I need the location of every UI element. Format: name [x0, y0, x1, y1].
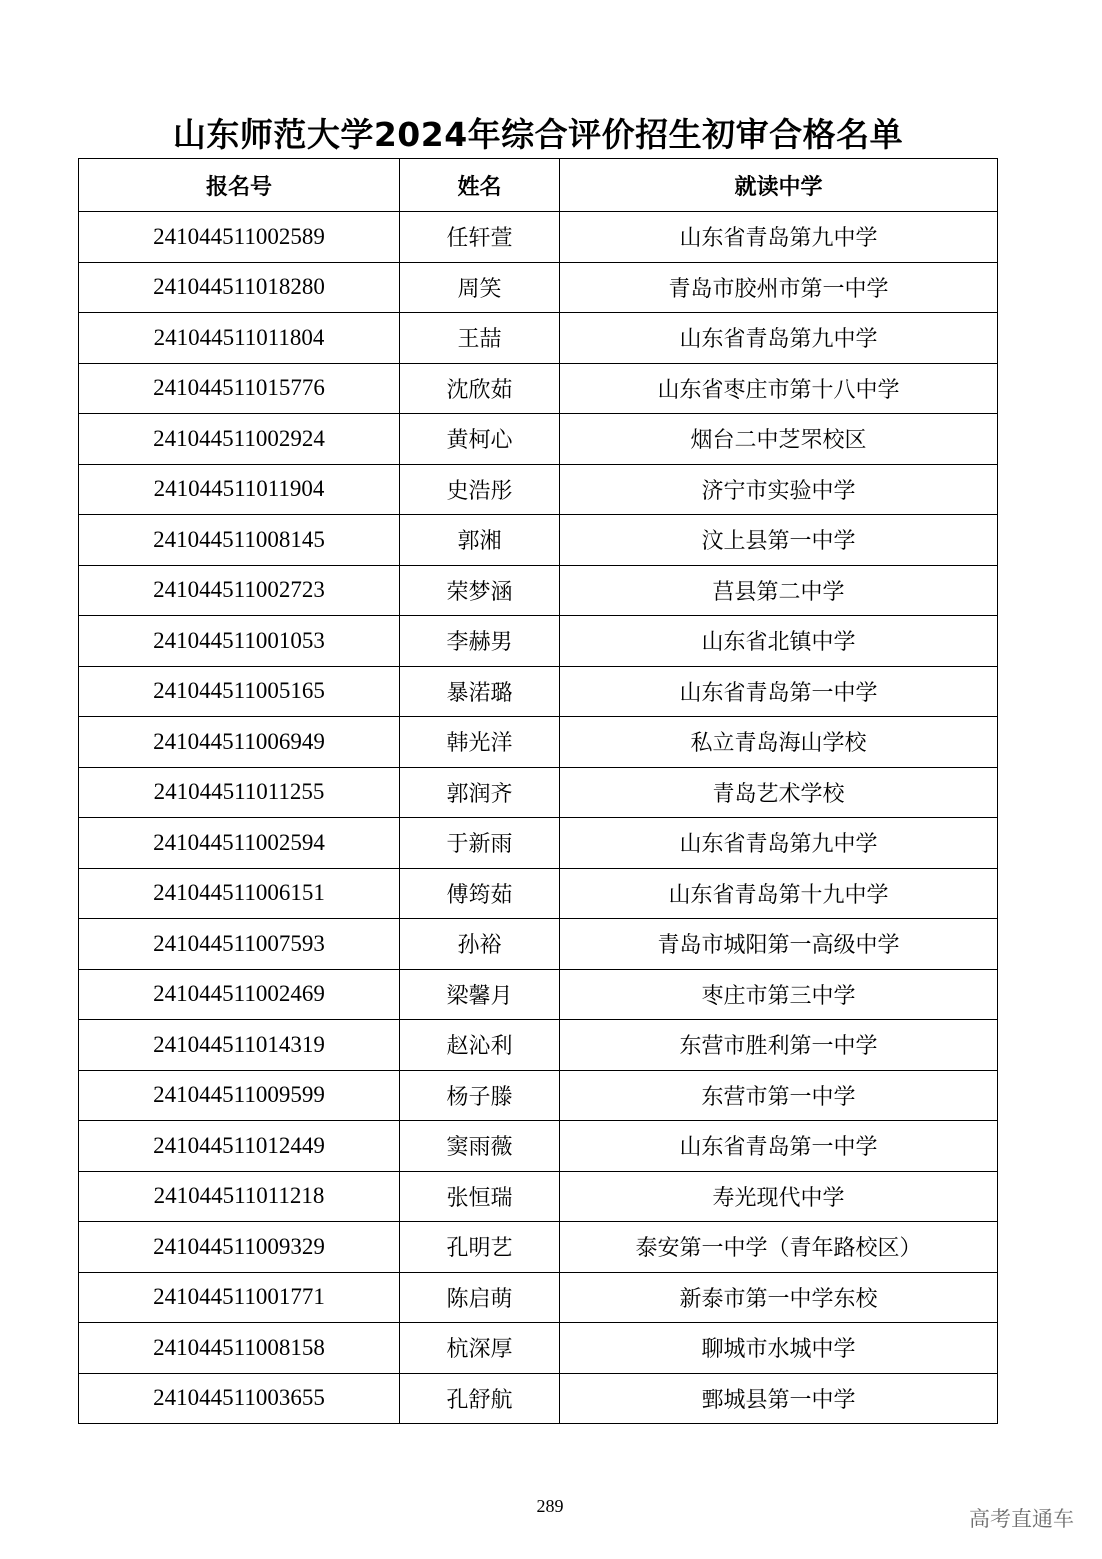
student-name-cell: 孔明艺: [400, 1222, 560, 1273]
table-row: [79, 818, 998, 869]
student-name-cell: 周笑: [400, 262, 560, 313]
school-cell: 东营市第一中学: [560, 1070, 998, 1121]
registration-number-cell: 241044511001053: [79, 616, 400, 667]
school-cell: 枣庄市第三中学: [560, 969, 998, 1020]
student-name-cell: 郭湘: [400, 515, 560, 566]
page-number: 289: [536, 1496, 564, 1516]
watermark: 高考直通车: [969, 1507, 1074, 1531]
school-cell: 山东省青岛第九中学: [560, 313, 998, 364]
school-cell: 青岛艺术学校: [560, 767, 998, 818]
registration-number-cell: 241044511009599: [79, 1070, 400, 1121]
registration-number-cell: 241044511002594: [79, 818, 400, 869]
table-row: [79, 767, 998, 818]
registration-number-cell: 241044511011804: [79, 313, 400, 364]
student-name-cell: 窦雨薇: [400, 1121, 560, 1172]
school-cell: 聊城市水城中学: [560, 1323, 998, 1374]
table-row: [79, 868, 998, 919]
student-name-cell: 郭润齐: [400, 767, 560, 818]
student-name-cell: 孔舒航: [400, 1373, 560, 1424]
school-cell: 莒县第二中学: [560, 565, 998, 616]
registration-number-cell: 241044511002924: [79, 414, 400, 465]
registration-number-cell: 241044511009329: [79, 1222, 400, 1273]
school-cell: 山东省青岛第九中学: [560, 212, 998, 263]
student-name-cell: 杭深厚: [400, 1323, 560, 1374]
student-name-cell: 傅筠茹: [400, 868, 560, 919]
table-row: [79, 1323, 998, 1374]
student-name-cell: 赵沁利: [400, 1020, 560, 1071]
registration-number-cell: 241044511005165: [79, 666, 400, 717]
table-row: [79, 1171, 998, 1222]
school-cell: 汶上县第一中学: [560, 515, 998, 566]
table-row: [79, 717, 998, 768]
student-name-cell: 张恒瑞: [400, 1171, 560, 1222]
table-row: [79, 1272, 998, 1323]
student-name-cell: 梁馨月: [400, 969, 560, 1020]
student-name-cell: 暴渃璐: [400, 666, 560, 717]
student-name-cell: 任轩萱: [400, 212, 560, 263]
table-body: [79, 212, 998, 1424]
school-cell: 山东省青岛第十九中学: [560, 868, 998, 919]
registration-number-cell: 241044511002589: [79, 212, 400, 263]
school-cell: 山东省青岛第九中学: [560, 818, 998, 869]
school-cell: 鄄城县第一中学: [560, 1373, 998, 1424]
table-row: [79, 464, 998, 515]
table-row: [79, 1070, 998, 1121]
table-row: [79, 313, 998, 364]
registration-number-cell: 241044511014319: [79, 1020, 400, 1071]
registration-number-cell: 241044511008158: [79, 1323, 400, 1374]
student-name-cell: 沈欣茹: [400, 363, 560, 414]
registration-number-cell: 241044511002469: [79, 969, 400, 1020]
school-cell: 泰安第一中学（青年路校区）: [560, 1222, 998, 1273]
registration-number-cell: 241044511002723: [79, 565, 400, 616]
school-cell: 青岛市城阳第一高级中学: [560, 919, 998, 970]
table-row: [79, 969, 998, 1020]
table-row: [79, 1121, 998, 1172]
table-row: [79, 363, 998, 414]
registration-number-cell: 241044511001771: [79, 1272, 400, 1323]
registration-number-cell: 241044511007593: [79, 919, 400, 970]
registration-number-cell: 241044511011218: [79, 1171, 400, 1222]
header-registration-number: 报名号: [79, 159, 400, 212]
registration-number-cell: 241044511003655: [79, 1373, 400, 1424]
table-row: [79, 1373, 998, 1424]
header-school: 就读中学: [560, 159, 998, 212]
table-row: [79, 565, 998, 616]
registration-number-cell: 241044511011904: [79, 464, 400, 515]
table-header-row: [79, 159, 998, 212]
table-row: [79, 1020, 998, 1071]
registration-number-cell: 241044511012449: [79, 1121, 400, 1172]
student-name-cell: 黄柯心: [400, 414, 560, 465]
table-row: [79, 1222, 998, 1273]
page-title: 山东师范大学2024年综合评价招生初审合格名单: [172, 115, 904, 154]
school-cell: 山东省枣庄市第十八中学: [560, 363, 998, 414]
student-name-cell: 于新雨: [400, 818, 560, 869]
student-name-cell: 杨子滕: [400, 1070, 560, 1121]
student-name-cell: 王喆: [400, 313, 560, 364]
registration-number-cell: 241044511015776: [79, 363, 400, 414]
school-cell: 烟台二中芝罘校区: [560, 414, 998, 465]
school-cell: 东营市胜利第一中学: [560, 1020, 998, 1071]
registration-number-cell: 241044511006949: [79, 717, 400, 768]
registration-number-cell: 241044511018280: [79, 262, 400, 313]
table-row: [79, 515, 998, 566]
table-row: [79, 414, 998, 465]
student-name-cell: 史浩彤: [400, 464, 560, 515]
student-name-cell: 陈启萌: [400, 1272, 560, 1323]
table-row: [79, 919, 998, 970]
student-name-cell: 孙裕: [400, 919, 560, 970]
registration-number-cell: 241044511006151: [79, 868, 400, 919]
registration-number-cell: 241044511011255: [79, 767, 400, 818]
registration-number-cell: 241044511008145: [79, 515, 400, 566]
school-cell: 山东省青岛第一中学: [560, 666, 998, 717]
student-name-cell: 荣梦涵: [400, 565, 560, 616]
student-name-cell: 韩光洋: [400, 717, 560, 768]
admission-roster-table: [78, 158, 998, 1424]
student-name-cell: 李赫男: [400, 616, 560, 667]
table-row: [79, 212, 998, 263]
school-cell: 山东省青岛第一中学: [560, 1121, 998, 1172]
table-row: [79, 666, 998, 717]
school-cell: 山东省北镇中学: [560, 616, 998, 667]
school-cell: 青岛市胶州市第一中学: [560, 262, 998, 313]
header-name: 姓名: [400, 159, 560, 212]
school-cell: 新泰市第一中学东校: [560, 1272, 998, 1323]
school-cell: 私立青岛海山学校: [560, 717, 998, 768]
school-cell: 济宁市实验中学: [560, 464, 998, 515]
school-cell: 寿光现代中学: [560, 1171, 998, 1222]
table-row: [79, 262, 998, 313]
table-row: [79, 616, 998, 667]
